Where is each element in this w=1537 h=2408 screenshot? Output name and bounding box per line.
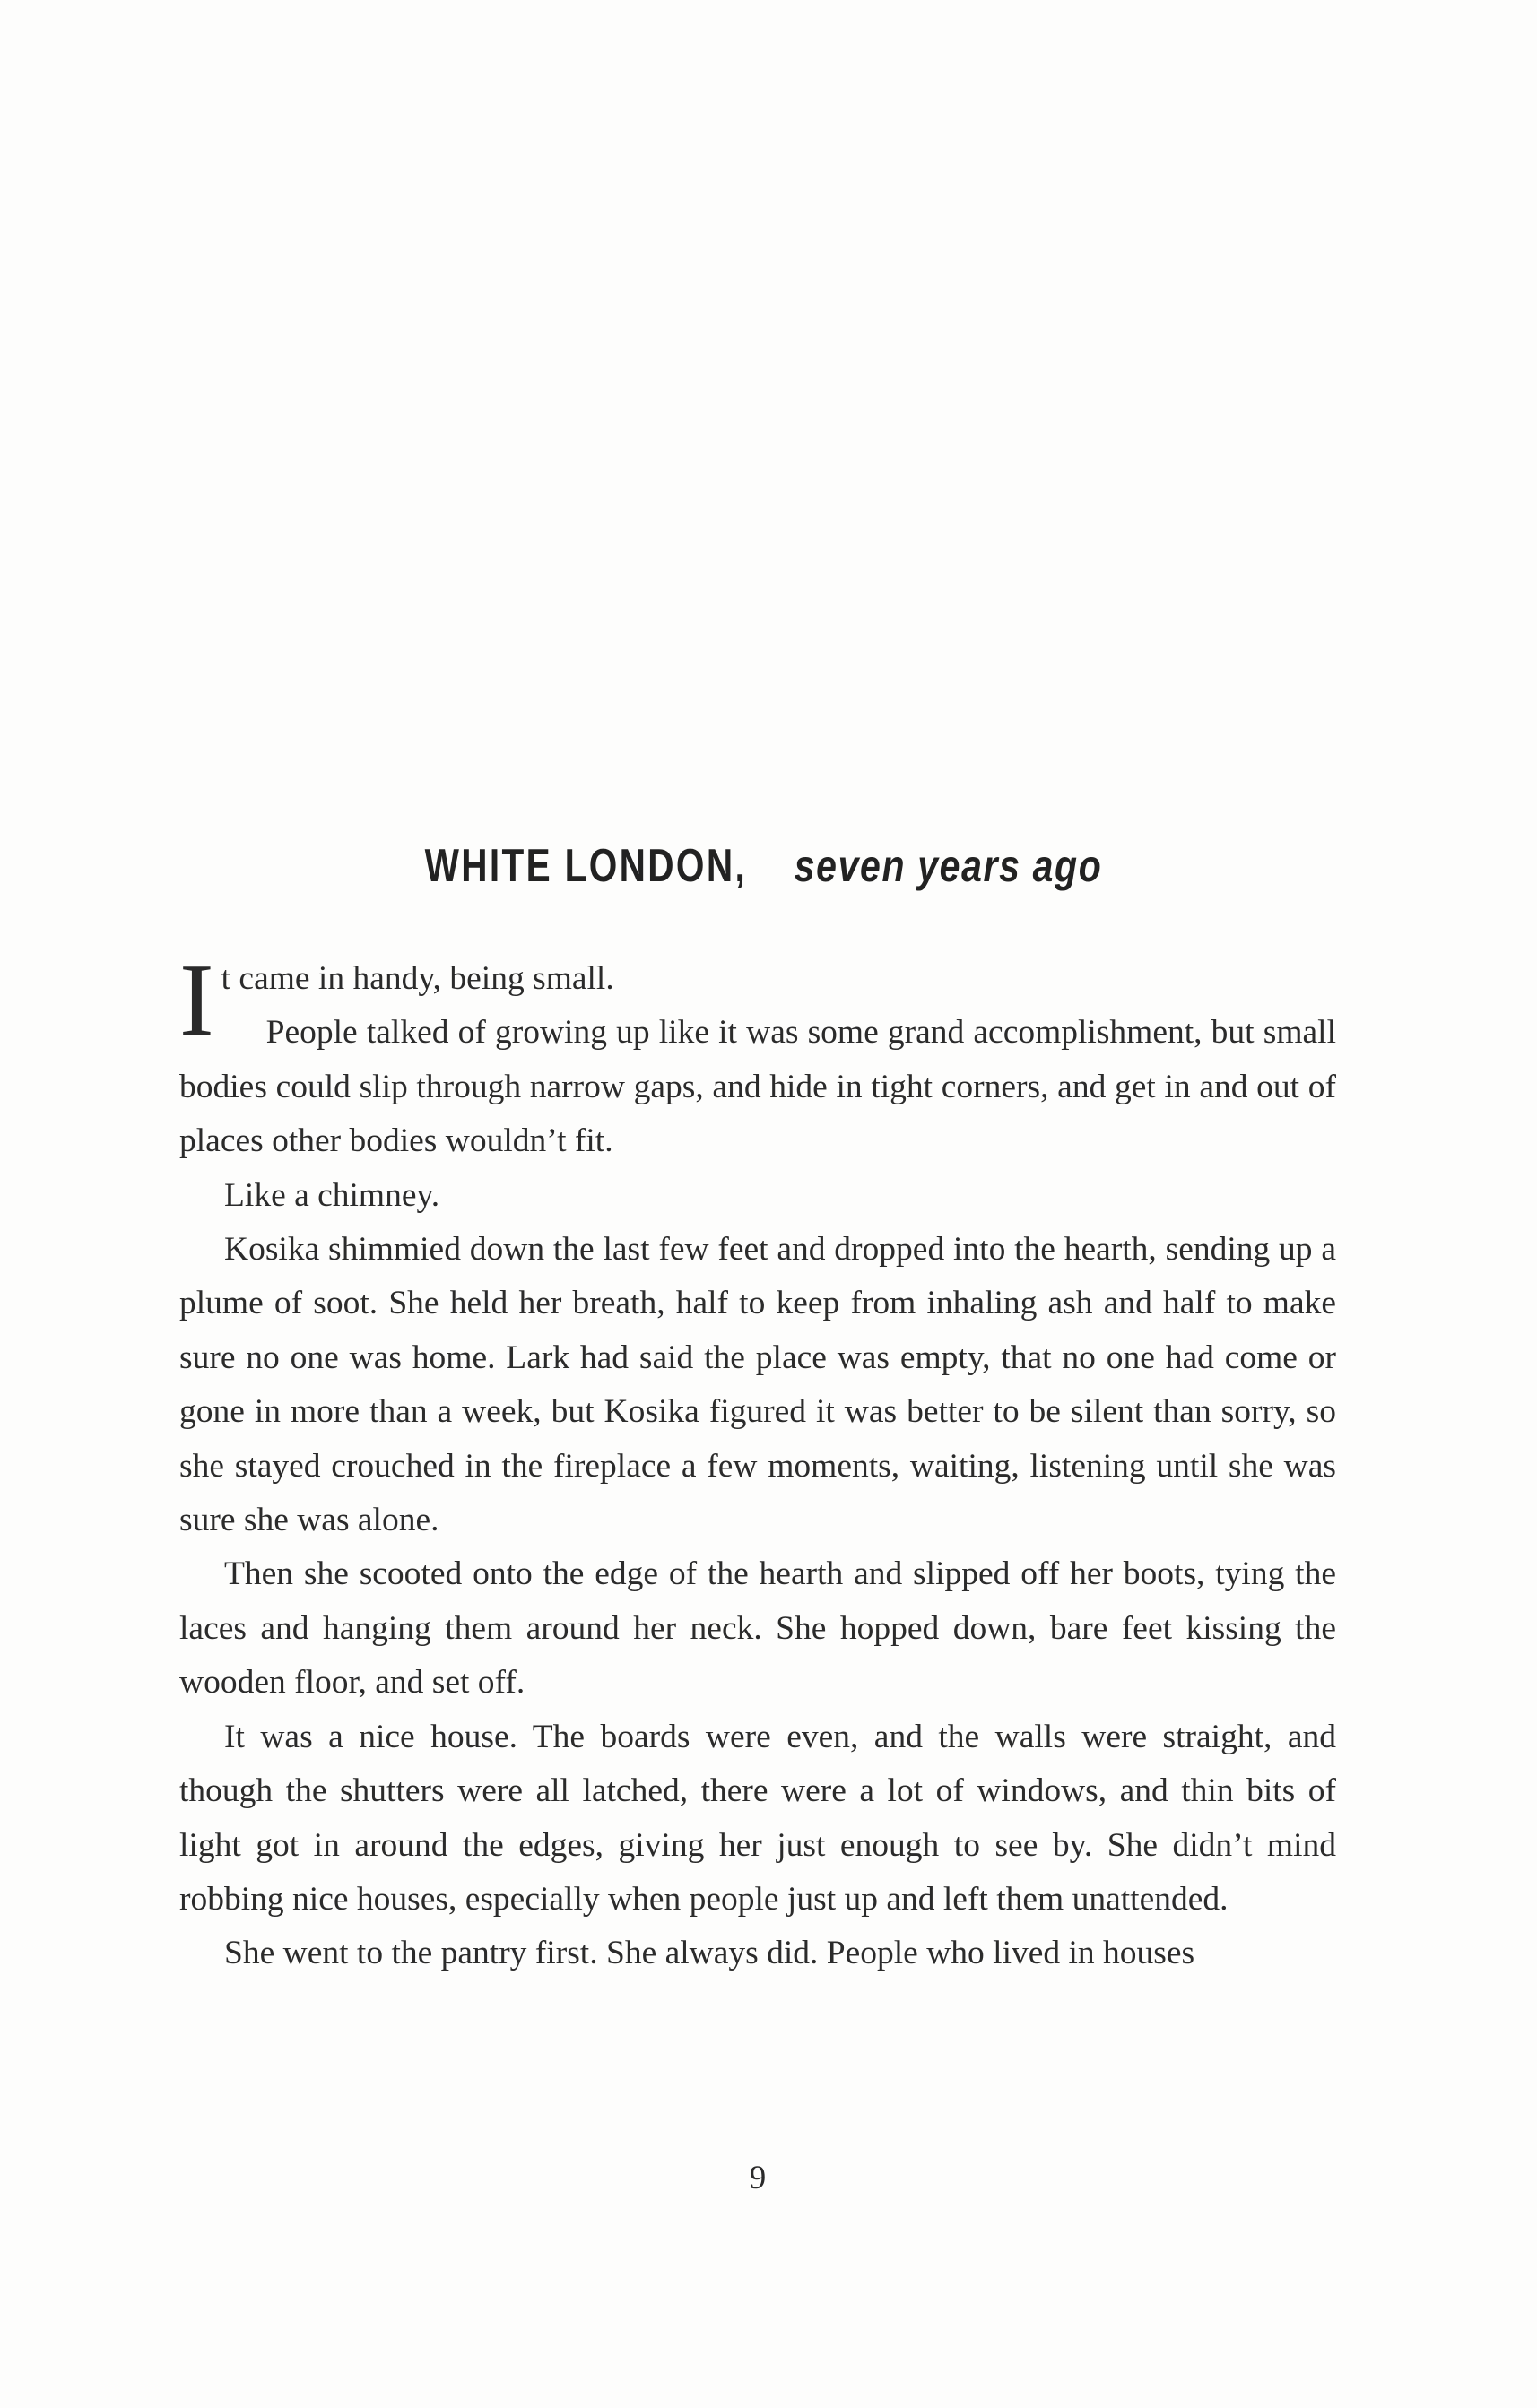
paragraph: It was a nice house. The boards were even, and the walls were straight, and though the shutters were all latched, there were a lot of windows, and thin bits of light got in around the edges, giving her just enough to see by. She didn’t mind robbing nice houses, especially when people just up and left them unattended. <box>179 1718 1336 1918</box>
paragraph-opening <box>179 943 1336 1058</box>
paragraph: Kosika shimmied down the last few feet and dropped into the hearth, sending up a plume of soot. She held her breath, half to keep from inhaling ash and half to make sure no one was home. Lark had said the place was empty, that no one had come or gone in more than a week, but Kosika figured it was better to be silent than sorry, so she stayed crouched in the fireplace a few moments, waiting, listening until she was sure she was alone. <box>179 1231 1336 1539</box>
drop-cap: I <box>179 943 214 1058</box>
body-text <box>179 943 1336 1981</box>
paragraph: Then she scooted onto the edge of the hearth and slipped off her boots, tying the laces and hanging them around her neck. She hopped down, bare feet kissing the wooden floor, and set off. <box>179 1555 1336 1702</box>
paragraph: Like a chimney. <box>224 1176 440 1214</box>
paragraph: People talked of growing up like it was some grand accomplishment, but small bodies could slip through narrow gaps, and hide in tight corners, and get in and out of places other bodies wouldn’t fit. <box>179 1014 1336 1160</box>
paragraph: She went to the pantry first. She always did. People who lived in houses <box>224 1935 1195 1972</box>
heading-place: WHITE LONDON, <box>424 840 748 892</box>
heading-time: seven years ago <box>794 841 1103 891</box>
chapter-heading <box>179 840 1336 892</box>
page-number: 9 <box>749 2160 767 2196</box>
opening-line: t came in handy, being small. <box>221 960 614 997</box>
